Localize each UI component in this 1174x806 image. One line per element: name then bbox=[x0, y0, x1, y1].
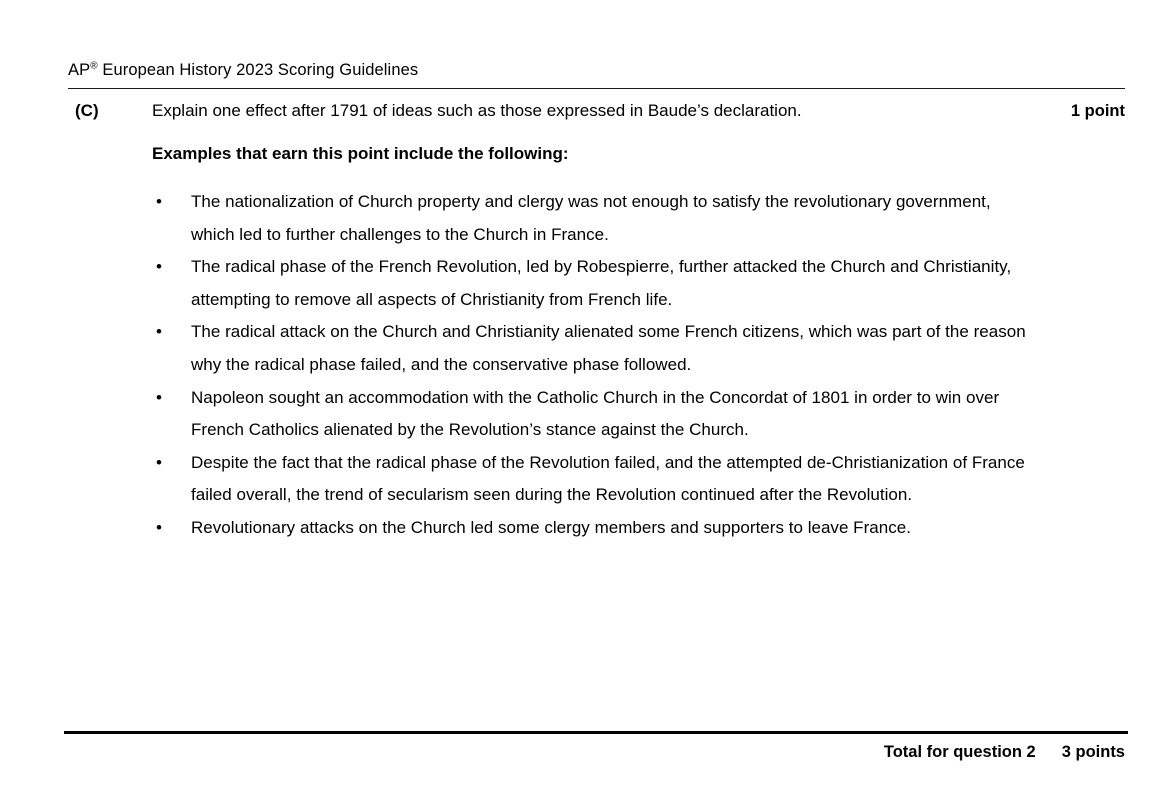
list-item bbox=[152, 316, 1032, 381]
bullet-icon: • bbox=[156, 452, 162, 472]
question-points-badge: 1 point bbox=[1070, 102, 1125, 120]
list-item-text: Napoleon sought an accommodation with the Catholic Church in the Concordat of 1801 in order to win over French Catholics alienated by the Revolution’s stance against the Church. bbox=[191, 387, 1000, 440]
list-item-text: The nationalization of Church property and clergy was not enough to satisfy the revolutionary government, which led to further challenges to the Church in France. bbox=[191, 192, 991, 244]
bullet-icon: • bbox=[156, 322, 162, 342]
bullet-icon: • bbox=[156, 517, 162, 537]
examples-lead-in: Examples that earn this point include the following: bbox=[152, 144, 569, 163]
header-divider-rule bbox=[68, 88, 1125, 89]
list-item-text: The radical attack on the Church and Christianity alienated some French citizens, which was part of the reason why the radical phase failed, and the conservative phase followed. bbox=[191, 322, 1026, 374]
registered-trademark-icon: ® bbox=[90, 60, 98, 72]
examples-bullet-list bbox=[152, 186, 1032, 545]
running-header-rest: European History 2023 Scoring Guidelines bbox=[97, 61, 419, 79]
list-item-text: The radical phase of the French Revolution, led by Robespierre, further attacked the Church and Christianity, attempting to remove all aspects of Christianity from French life. bbox=[191, 257, 1012, 309]
list-item bbox=[152, 382, 1032, 447]
bullet-icon: • bbox=[156, 257, 162, 277]
question-prompt: Explain one effect after 1791 of ideas such as those expressed in Baude’s declaration. bbox=[152, 101, 802, 120]
footer-total-label: Total for question 2 bbox=[883, 743, 1036, 761]
list-item bbox=[152, 251, 1032, 316]
footer-total bbox=[884, 740, 1125, 764]
bullet-icon: • bbox=[156, 387, 162, 407]
footer-divider-rule bbox=[64, 731, 1128, 734]
running-header-prefix: AP bbox=[68, 61, 91, 79]
footer-total-points: 3 points bbox=[1061, 743, 1125, 761]
list-item bbox=[152, 186, 1032, 251]
list-item-text: Despite the fact that the radical phase of the Revolution failed, and the attempted de-Christianization of France failed overall, the trend of secularism seen during the Revolution continued after the Revolution. bbox=[191, 452, 1025, 505]
running-header bbox=[68, 60, 418, 80]
list-item bbox=[152, 512, 1032, 545]
bullet-icon: • bbox=[156, 192, 162, 211]
list-item-text: Revolutionary attacks on the Church led some clergy members and supporters to leave France. bbox=[191, 517, 911, 537]
question-row bbox=[68, 97, 1125, 125]
list-item bbox=[152, 447, 1032, 512]
question-letter: (C) bbox=[75, 101, 99, 120]
